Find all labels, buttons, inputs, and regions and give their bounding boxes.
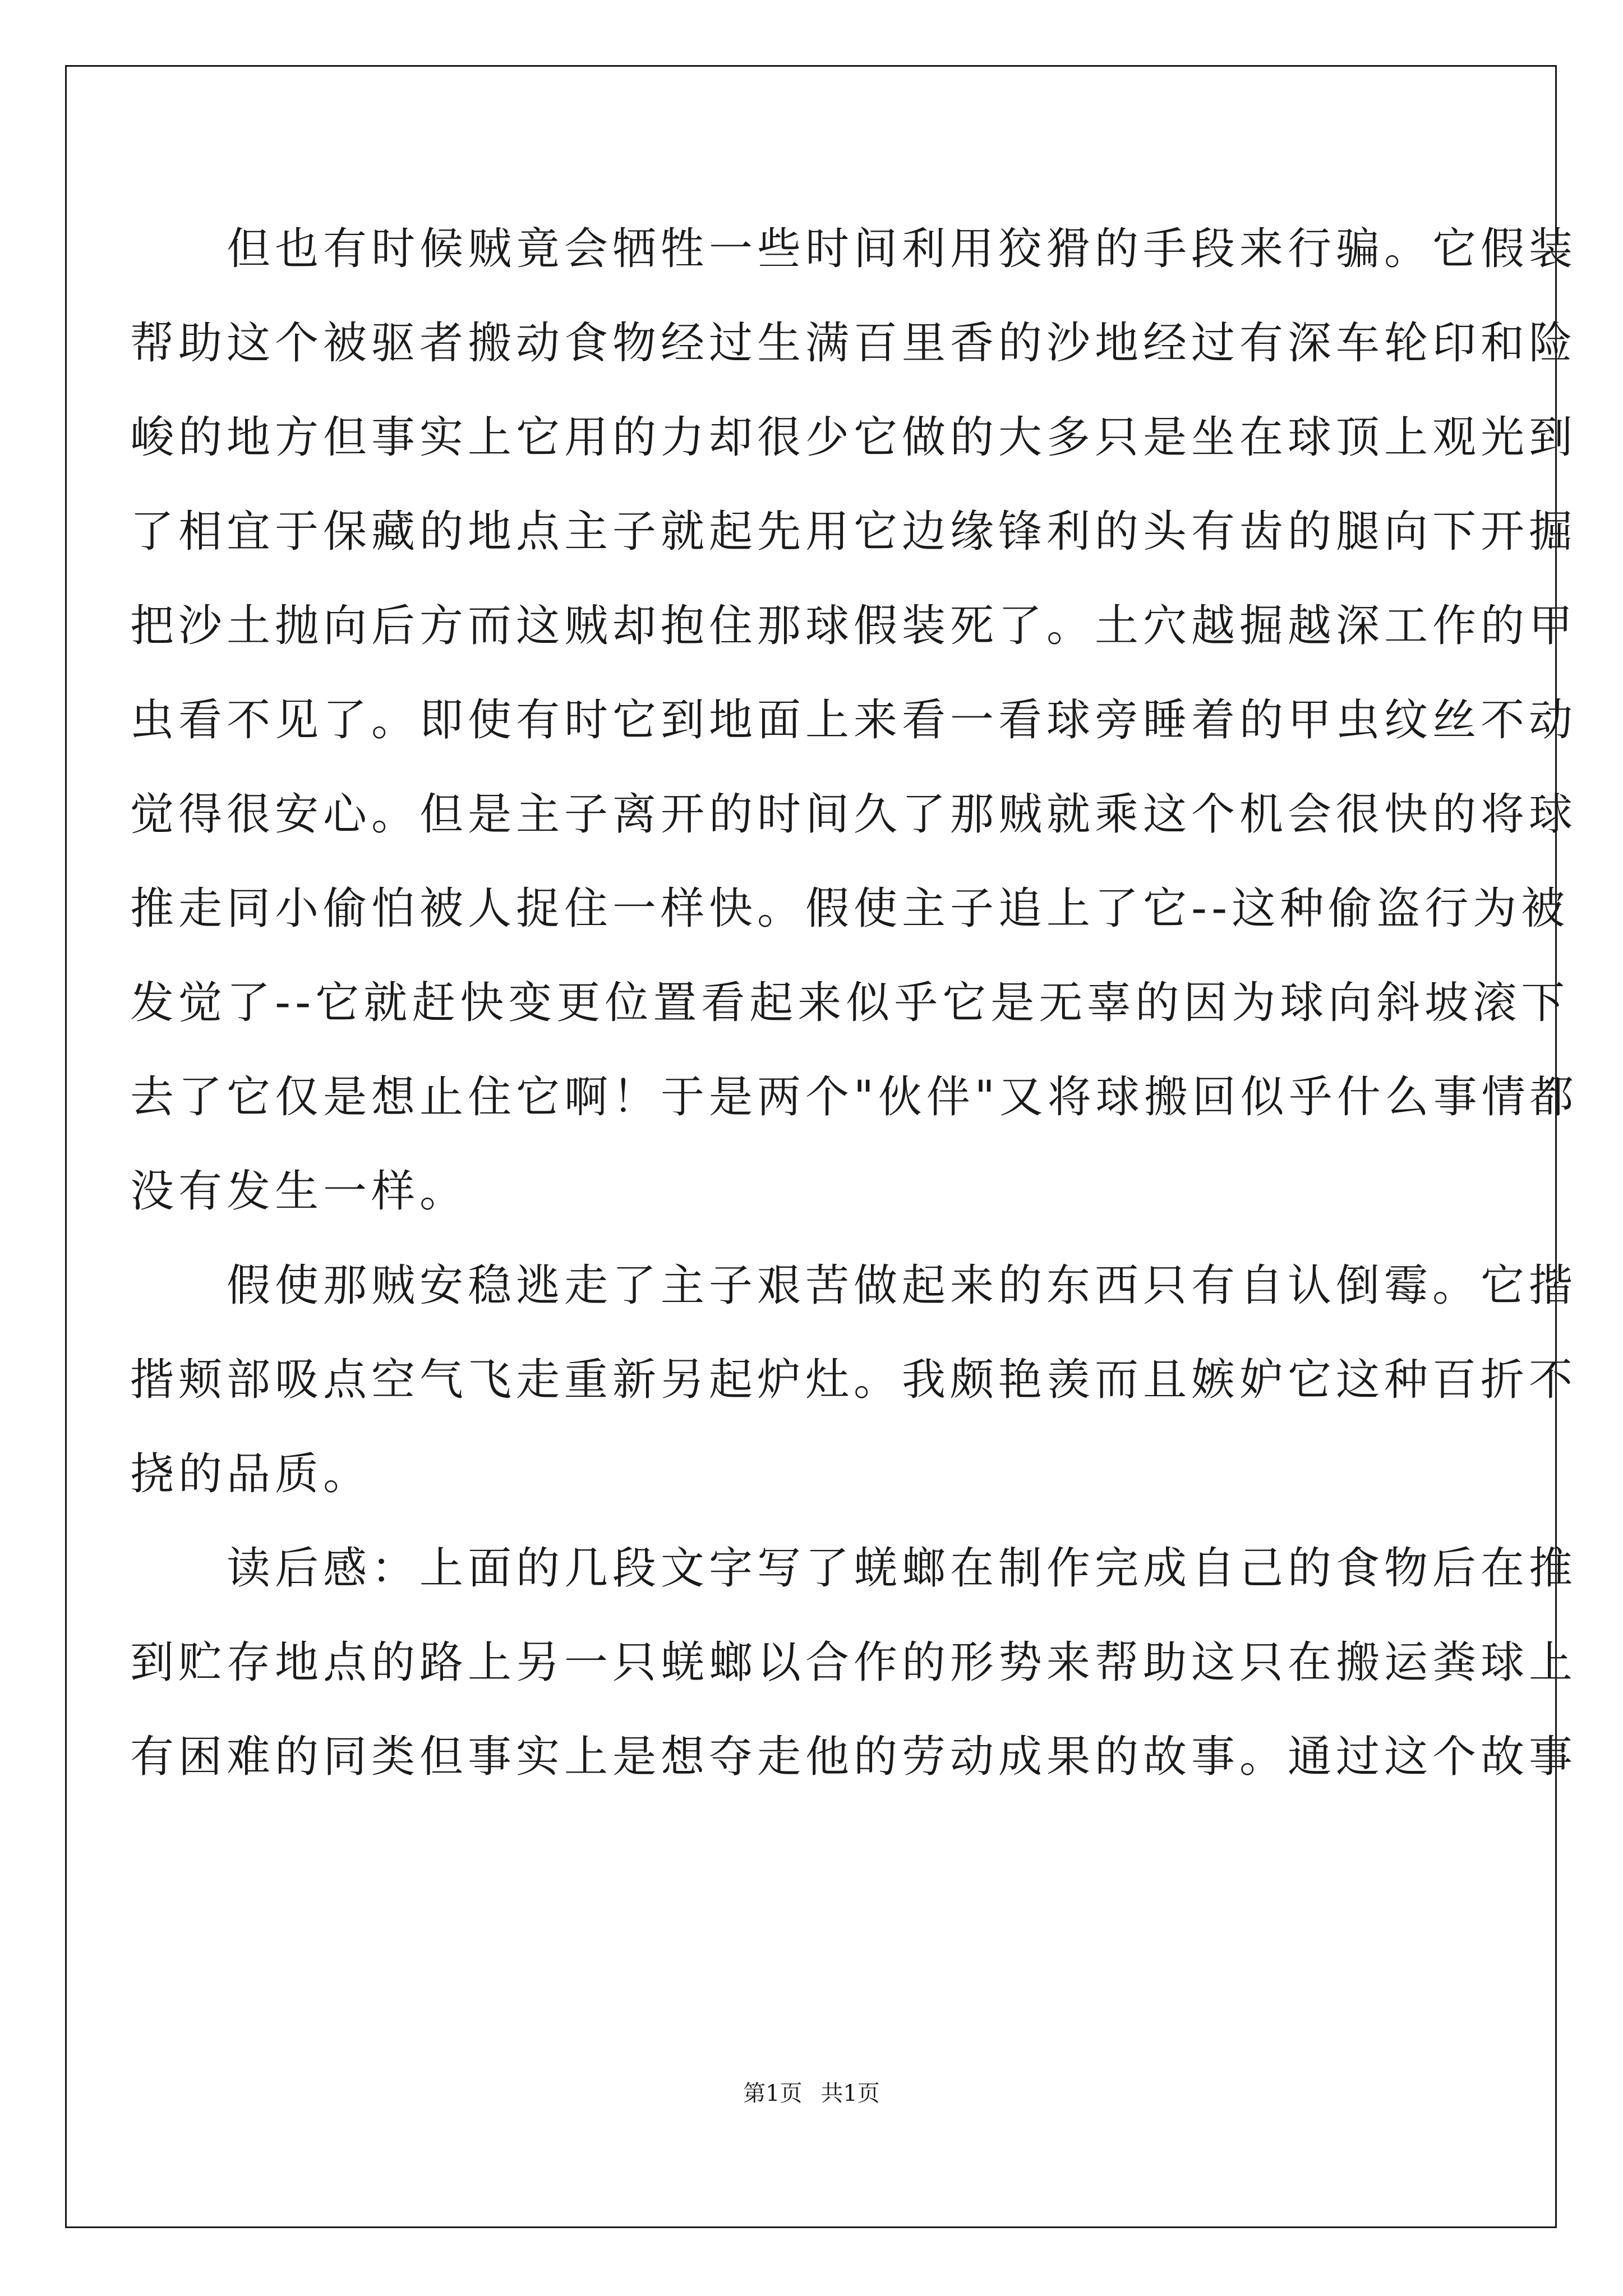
page-total: 共1页 bbox=[820, 2081, 880, 2106]
text-line: 虫看不见了。即使有时它到地面上来看一看球旁睡着的甲虫纹丝不动 bbox=[130, 695, 1578, 746]
paragraph-2 bbox=[130, 1239, 1578, 1521]
text-line: 觉得很安心。但是主子离开的时间久了那贼就乘这个机会很快的将球 bbox=[130, 789, 1578, 840]
text-line: 发觉了--它就赶快变更位置看起来似乎它是无辜的因为球向斜坡滚下 bbox=[130, 978, 1570, 1028]
text-line: 帮助这个被驱者搬动食物经过生满百里香的沙地经过有深车轮印和险 bbox=[130, 318, 1578, 369]
text-line: 了相宜于保藏的地点主子就起先用它边缘锋利的头有齿的腿向下开掘 bbox=[130, 507, 1578, 557]
text-line: 但也有时候贼竟会牺牲一些时间利用狡猾的手段来行骗。它假装 bbox=[130, 224, 1578, 274]
text-line: 推走同小偷怕被人捉住一样快。假使主子追上了它--这种偷盗行为被 bbox=[130, 884, 1570, 934]
text-line: 把沙土抛向后方而这贼却抱住那球假装死了。土穴越掘越深工作的甲 bbox=[130, 601, 1578, 651]
text-line: 揩颊部吸点空气飞走重新另起炉灶。我颇艳羡而且嫉妒它这种百折不 bbox=[130, 1355, 1578, 1405]
text-line: 去了它仅是想止住它啊！于是两个"伙伴"又将球搬回似乎什么事情都 bbox=[130, 1072, 1578, 1122]
text-line: 有困难的同类但事实上是想夺走他的劳动成果的故事。通过这个故事 bbox=[130, 1732, 1578, 1782]
text-line: 峻的地方但事实上它用的力却很少它做的大多只是坐在球顶上观光到 bbox=[130, 412, 1578, 463]
text-line: 假使那贼安稳逃走了主子艰苦做起来的东西只有自认倒霉。它揩 bbox=[130, 1260, 1578, 1311]
text-line: 到贮存地点的路上另一只蜣螂以合作的形势来帮助这只在搬运粪球上 bbox=[130, 1637, 1578, 1688]
text-line: 没有发生一样。 bbox=[130, 1166, 468, 1217]
text-line: 读后感：上面的几段文字写了蜣螂在制作完成自己的食物后在推 bbox=[130, 1543, 1578, 1594]
paragraph-1 bbox=[130, 202, 1578, 1239]
paragraph-3 bbox=[130, 1521, 1578, 1804]
page-number: 第1页 bbox=[743, 2081, 803, 2106]
page-footer bbox=[0, 2076, 1623, 2108]
text-line: 挠的品质。 bbox=[130, 1449, 372, 1499]
document-body bbox=[130, 202, 1578, 1804]
